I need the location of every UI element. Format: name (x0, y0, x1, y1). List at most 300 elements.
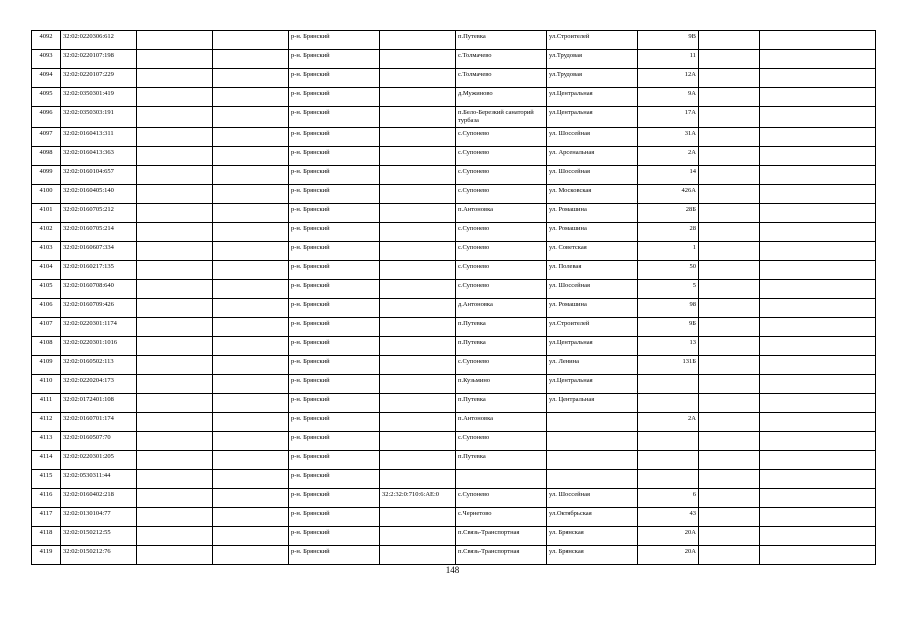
empty-cell (137, 527, 213, 546)
settlement: с.Чернетово (456, 508, 547, 527)
house-number: 1 (638, 242, 699, 261)
table-row (32, 31, 876, 50)
empty-cell (137, 318, 213, 337)
empty-cell (699, 356, 760, 375)
empty-cell (699, 242, 760, 261)
empty-cell (760, 356, 876, 375)
empty-cell (137, 166, 213, 185)
house-number: 28Б (638, 204, 699, 223)
empty-cell (213, 489, 289, 508)
table-row (32, 375, 876, 394)
inventory-number (380, 147, 456, 166)
empty-cell (699, 223, 760, 242)
table-row (32, 50, 876, 69)
cadastral-number: 32:02:0150212:76 (61, 546, 137, 565)
table-body (32, 31, 876, 565)
district: р-н. Брянский (289, 375, 380, 394)
district: р-н. Брянский (289, 69, 380, 88)
inventory-number (380, 394, 456, 413)
table-row (32, 546, 876, 565)
cadastral-number: 32:02:0160607:334 (61, 242, 137, 261)
empty-cell (213, 223, 289, 242)
empty-cell (213, 337, 289, 356)
street: ул. Центральная (547, 394, 638, 413)
empty-cell (137, 223, 213, 242)
inventory-number (380, 107, 456, 128)
empty-cell (760, 337, 876, 356)
settlement: с.Супонево (456, 432, 547, 451)
inventory-number (380, 470, 456, 489)
empty-cell (760, 223, 876, 242)
house-number: 13 (638, 337, 699, 356)
inventory-number (380, 88, 456, 107)
district: р-н. Брянский (289, 107, 380, 128)
empty-cell (137, 242, 213, 261)
street: ул. Ромашина (547, 223, 638, 242)
house-number: 12А (638, 69, 699, 88)
table-row (32, 489, 876, 508)
empty-cell (699, 88, 760, 107)
empty-cell (760, 527, 876, 546)
district: р-н. Брянский (289, 31, 380, 50)
registry-table (31, 30, 876, 565)
house-number (638, 470, 699, 489)
settlement: п.Путевка (456, 337, 547, 356)
empty-cell (137, 413, 213, 432)
empty-cell (760, 546, 876, 565)
settlement: с.Супонево (456, 261, 547, 280)
settlement: п.Кузьмино (456, 375, 547, 394)
empty-cell (137, 356, 213, 375)
table-row (32, 413, 876, 432)
settlement: с.Супонево (456, 185, 547, 204)
row-number: 4107 (32, 318, 61, 337)
settlement: п.Путевка (456, 318, 547, 337)
empty-cell (137, 489, 213, 508)
row-number: 4109 (32, 356, 61, 375)
district: р-н. Брянский (289, 128, 380, 147)
district: р-н. Брянский (289, 413, 380, 432)
table-row (32, 261, 876, 280)
table-row (32, 69, 876, 88)
row-number: 4093 (32, 50, 61, 69)
empty-cell (699, 470, 760, 489)
empty-cell (137, 280, 213, 299)
table-row (32, 185, 876, 204)
street: ул.Центральная (547, 107, 638, 128)
empty-cell (213, 318, 289, 337)
district: р-н. Брянский (289, 318, 380, 337)
empty-cell (213, 470, 289, 489)
empty-cell (137, 470, 213, 489)
house-number: 28 (638, 223, 699, 242)
cadastral-number: 32:02:0530311:44 (61, 470, 137, 489)
cadastral-number: 32:02:0160502:113 (61, 356, 137, 375)
street: ул. Ромашина (547, 204, 638, 223)
empty-cell (699, 527, 760, 546)
empty-cell (699, 413, 760, 432)
empty-cell (137, 432, 213, 451)
empty-cell (699, 318, 760, 337)
empty-cell (213, 69, 289, 88)
district: р-н. Брянский (289, 185, 380, 204)
settlement: д.Мужиново (456, 88, 547, 107)
street: ул.Октябрьская (547, 508, 638, 527)
row-number: 4110 (32, 375, 61, 394)
row-number: 4111 (32, 394, 61, 413)
empty-cell (699, 394, 760, 413)
empty-cell (213, 356, 289, 375)
table-row (32, 508, 876, 527)
settlement: п.Связь-Транспортная (456, 527, 547, 546)
inventory-number (380, 546, 456, 565)
empty-cell (699, 261, 760, 280)
cadastral-number: 32:02:0220301:1016 (61, 337, 137, 356)
street: ул. Ленина (547, 356, 638, 375)
cadastral-number: 32:02:0160413:311 (61, 128, 137, 147)
empty-cell (760, 451, 876, 470)
row-number: 4103 (32, 242, 61, 261)
empty-cell (213, 451, 289, 470)
house-number: 31А (638, 128, 699, 147)
settlement: с.Супонево (456, 280, 547, 299)
district: р-н. Брянский (289, 204, 380, 223)
row-number: 4108 (32, 337, 61, 356)
cadastral-number: 32:02:0160507:70 (61, 432, 137, 451)
empty-cell (213, 280, 289, 299)
house-number: 43 (638, 508, 699, 527)
house-number: 98 (638, 299, 699, 318)
table-row (32, 318, 876, 337)
cadastral-number: 32:02:0160701:174 (61, 413, 137, 432)
empty-cell (213, 185, 289, 204)
cadastral-number: 32:02:0160709:426 (61, 299, 137, 318)
empty-cell (137, 31, 213, 50)
street: ул. Брянская (547, 546, 638, 565)
settlement: с.Супонево (456, 242, 547, 261)
table-row (32, 394, 876, 413)
empty-cell (699, 166, 760, 185)
street: ул. Шоссейная (547, 166, 638, 185)
row-number: 4094 (32, 69, 61, 88)
empty-cell (699, 107, 760, 128)
row-number: 4102 (32, 223, 61, 242)
street: ул.Строителей (547, 318, 638, 337)
row-number: 4114 (32, 451, 61, 470)
street: ул. Ромашина (547, 299, 638, 318)
row-number: 4105 (32, 280, 61, 299)
inventory-number (380, 166, 456, 185)
empty-cell (699, 375, 760, 394)
district: р-н. Брянский (289, 451, 380, 470)
district: р-н. Брянский (289, 356, 380, 375)
empty-cell (699, 508, 760, 527)
empty-cell (699, 299, 760, 318)
house-number: 426А (638, 185, 699, 204)
inventory-number (380, 261, 456, 280)
empty-cell (137, 185, 213, 204)
empty-cell (699, 69, 760, 88)
empty-cell (213, 242, 289, 261)
empty-cell (699, 31, 760, 50)
inventory-number (380, 432, 456, 451)
empty-cell (213, 261, 289, 280)
cadastral-number: 32:02:0130104:77 (61, 508, 137, 527)
empty-cell (213, 128, 289, 147)
street: ул.Строителей (547, 31, 638, 50)
empty-cell (213, 88, 289, 107)
house-number: 17А (638, 107, 699, 128)
settlement: с.Супонево (456, 223, 547, 242)
settlement: с.Супонево (456, 356, 547, 375)
cadastral-number: 32:02:0350301:419 (61, 88, 137, 107)
settlement: п.Бело-Березкий санаторий турбаза (456, 107, 547, 128)
cadastral-number: 32:02:0220107:229 (61, 69, 137, 88)
empty-cell (760, 261, 876, 280)
empty-cell (213, 508, 289, 527)
empty-cell (213, 394, 289, 413)
empty-cell (213, 166, 289, 185)
cadastral-number: 32:02:0150212:55 (61, 527, 137, 546)
row-number: 4096 (32, 107, 61, 128)
district: р-н. Брянский (289, 147, 380, 166)
street: ул. Московская (547, 185, 638, 204)
row-number: 4118 (32, 527, 61, 546)
row-number: 4097 (32, 128, 61, 147)
empty-cell (137, 299, 213, 318)
inventory-number (380, 508, 456, 527)
cadastral-number: 32:02:0350303:191 (61, 107, 137, 128)
empty-cell (213, 299, 289, 318)
settlement: с.Супонево (456, 147, 547, 166)
empty-cell (699, 204, 760, 223)
table-row (32, 223, 876, 242)
empty-cell (760, 432, 876, 451)
settlement: п.Антоновка (456, 413, 547, 432)
table-row (32, 242, 876, 261)
inventory-number (380, 337, 456, 356)
cadastral-number: 32:02:0220204:173 (61, 375, 137, 394)
empty-cell (699, 337, 760, 356)
house-number: 14 (638, 166, 699, 185)
empty-cell (213, 432, 289, 451)
empty-cell (699, 451, 760, 470)
inventory-number (380, 223, 456, 242)
empty-cell (699, 128, 760, 147)
district: р-н. Брянский (289, 88, 380, 107)
settlement: п.Путевка (456, 451, 547, 470)
cadastral-number: 32:02:0160708:640 (61, 280, 137, 299)
table-row (32, 356, 876, 375)
street: ул.Центральная (547, 337, 638, 356)
district: р-н. Брянский (289, 337, 380, 356)
empty-cell (137, 50, 213, 69)
settlement: с.Толмачево (456, 69, 547, 88)
cadastral-number: 32:02:0160705:212 (61, 204, 137, 223)
house-number: 20А (638, 527, 699, 546)
district: р-н. Брянский (289, 489, 380, 508)
district: р-н. Брянский (289, 223, 380, 242)
row-number: 4115 (32, 470, 61, 489)
row-number: 4119 (32, 546, 61, 565)
empty-cell (760, 489, 876, 508)
district: р-н. Брянский (289, 261, 380, 280)
inventory-number (380, 356, 456, 375)
empty-cell (213, 375, 289, 394)
empty-cell (213, 546, 289, 565)
empty-cell (760, 413, 876, 432)
table-row (32, 470, 876, 489)
row-number: 4098 (32, 147, 61, 166)
empty-cell (760, 69, 876, 88)
empty-cell (760, 280, 876, 299)
empty-cell (760, 375, 876, 394)
empty-cell (760, 147, 876, 166)
inventory-number (380, 451, 456, 470)
inventory-number (380, 50, 456, 69)
empty-cell (213, 107, 289, 128)
district: р-н. Брянский (289, 546, 380, 565)
table-row (32, 299, 876, 318)
house-number: 2А (638, 413, 699, 432)
table-row (32, 337, 876, 356)
table-row (32, 432, 876, 451)
inventory-number (380, 185, 456, 204)
house-number: 2А (638, 147, 699, 166)
street: ул.Центральная (547, 375, 638, 394)
inventory-number (380, 413, 456, 432)
empty-cell (137, 508, 213, 527)
row-number: 4100 (32, 185, 61, 204)
empty-cell (760, 299, 876, 318)
empty-cell (137, 147, 213, 166)
empty-cell (213, 204, 289, 223)
empty-cell (213, 31, 289, 50)
empty-cell (137, 128, 213, 147)
empty-cell (760, 508, 876, 527)
inventory-number: 32:2:32:0:710:6:АЕ:0 (380, 489, 456, 508)
empty-cell (699, 489, 760, 508)
empty-cell (699, 432, 760, 451)
street: ул.Центральная (547, 88, 638, 107)
house-number: 9В (638, 31, 699, 50)
street (547, 470, 638, 489)
inventory-number (380, 242, 456, 261)
empty-cell (760, 50, 876, 69)
cadastral-number: 32:02:0160413:363 (61, 147, 137, 166)
inventory-number (380, 31, 456, 50)
empty-cell (213, 147, 289, 166)
settlement: п.Путевка (456, 31, 547, 50)
house-number: 9А (638, 88, 699, 107)
settlement: п.Антоновка (456, 204, 547, 223)
house-number: 11 (638, 50, 699, 69)
inventory-number (380, 375, 456, 394)
empty-cell (760, 242, 876, 261)
inventory-number (380, 128, 456, 147)
table-row (32, 88, 876, 107)
empty-cell (137, 204, 213, 223)
street: ул. Советская (547, 242, 638, 261)
house-number: 6 (638, 489, 699, 508)
street (547, 432, 638, 451)
table-row (32, 147, 876, 166)
cadastral-number: 32:02:0220301:1174 (61, 318, 137, 337)
empty-cell (760, 185, 876, 204)
empty-cell (137, 69, 213, 88)
street: ул. Арсенальная (547, 147, 638, 166)
empty-cell (760, 318, 876, 337)
inventory-number (380, 69, 456, 88)
street: ул. Полевая (547, 261, 638, 280)
row-number: 4099 (32, 166, 61, 185)
district: р-н. Брянский (289, 470, 380, 489)
empty-cell (137, 337, 213, 356)
empty-cell (760, 204, 876, 223)
street: ул.Трудовая (547, 50, 638, 69)
settlement: с.Толмачево (456, 50, 547, 69)
cadastral-number: 32:02:0220301:205 (61, 451, 137, 470)
settlement: с.Супонево (456, 166, 547, 185)
settlement: п.Связь-Транспортная (456, 546, 547, 565)
empty-cell (213, 527, 289, 546)
empty-cell (137, 394, 213, 413)
table-row (32, 107, 876, 128)
house-number: 50 (638, 261, 699, 280)
street: ул. Шоссейная (547, 280, 638, 299)
empty-cell (699, 147, 760, 166)
table-row (32, 527, 876, 546)
empty-cell (760, 107, 876, 128)
empty-cell (760, 394, 876, 413)
empty-cell (137, 451, 213, 470)
cadastral-number: 32:02:0160217:135 (61, 261, 137, 280)
row-number: 4092 (32, 31, 61, 50)
settlement: п.Путевка (456, 394, 547, 413)
district: р-н. Брянский (289, 508, 380, 527)
settlement: с.Супонево (456, 128, 547, 147)
house-number: 20А (638, 546, 699, 565)
district: р-н. Брянский (289, 280, 380, 299)
district: р-н. Брянский (289, 242, 380, 261)
inventory-number (380, 527, 456, 546)
street: ул. Шоссейная (547, 489, 638, 508)
district: р-н. Брянский (289, 50, 380, 69)
cadastral-number: 32:02:0172401:108 (61, 394, 137, 413)
settlement (456, 470, 547, 489)
empty-cell (699, 50, 760, 69)
empty-cell (137, 546, 213, 565)
page-number: 148 (445, 565, 460, 575)
empty-cell (760, 166, 876, 185)
row-number: 4117 (32, 508, 61, 527)
empty-cell (699, 546, 760, 565)
district: р-н. Брянский (289, 299, 380, 318)
house-number: 5 (638, 280, 699, 299)
district: р-н. Брянский (289, 527, 380, 546)
house-number: 131Б (638, 356, 699, 375)
empty-cell (137, 261, 213, 280)
row-number: 4104 (32, 261, 61, 280)
house-number (638, 375, 699, 394)
table-row (32, 128, 876, 147)
empty-cell (760, 31, 876, 50)
street (547, 451, 638, 470)
house-number (638, 394, 699, 413)
table-row (32, 204, 876, 223)
empty-cell (699, 185, 760, 204)
row-number: 4101 (32, 204, 61, 223)
